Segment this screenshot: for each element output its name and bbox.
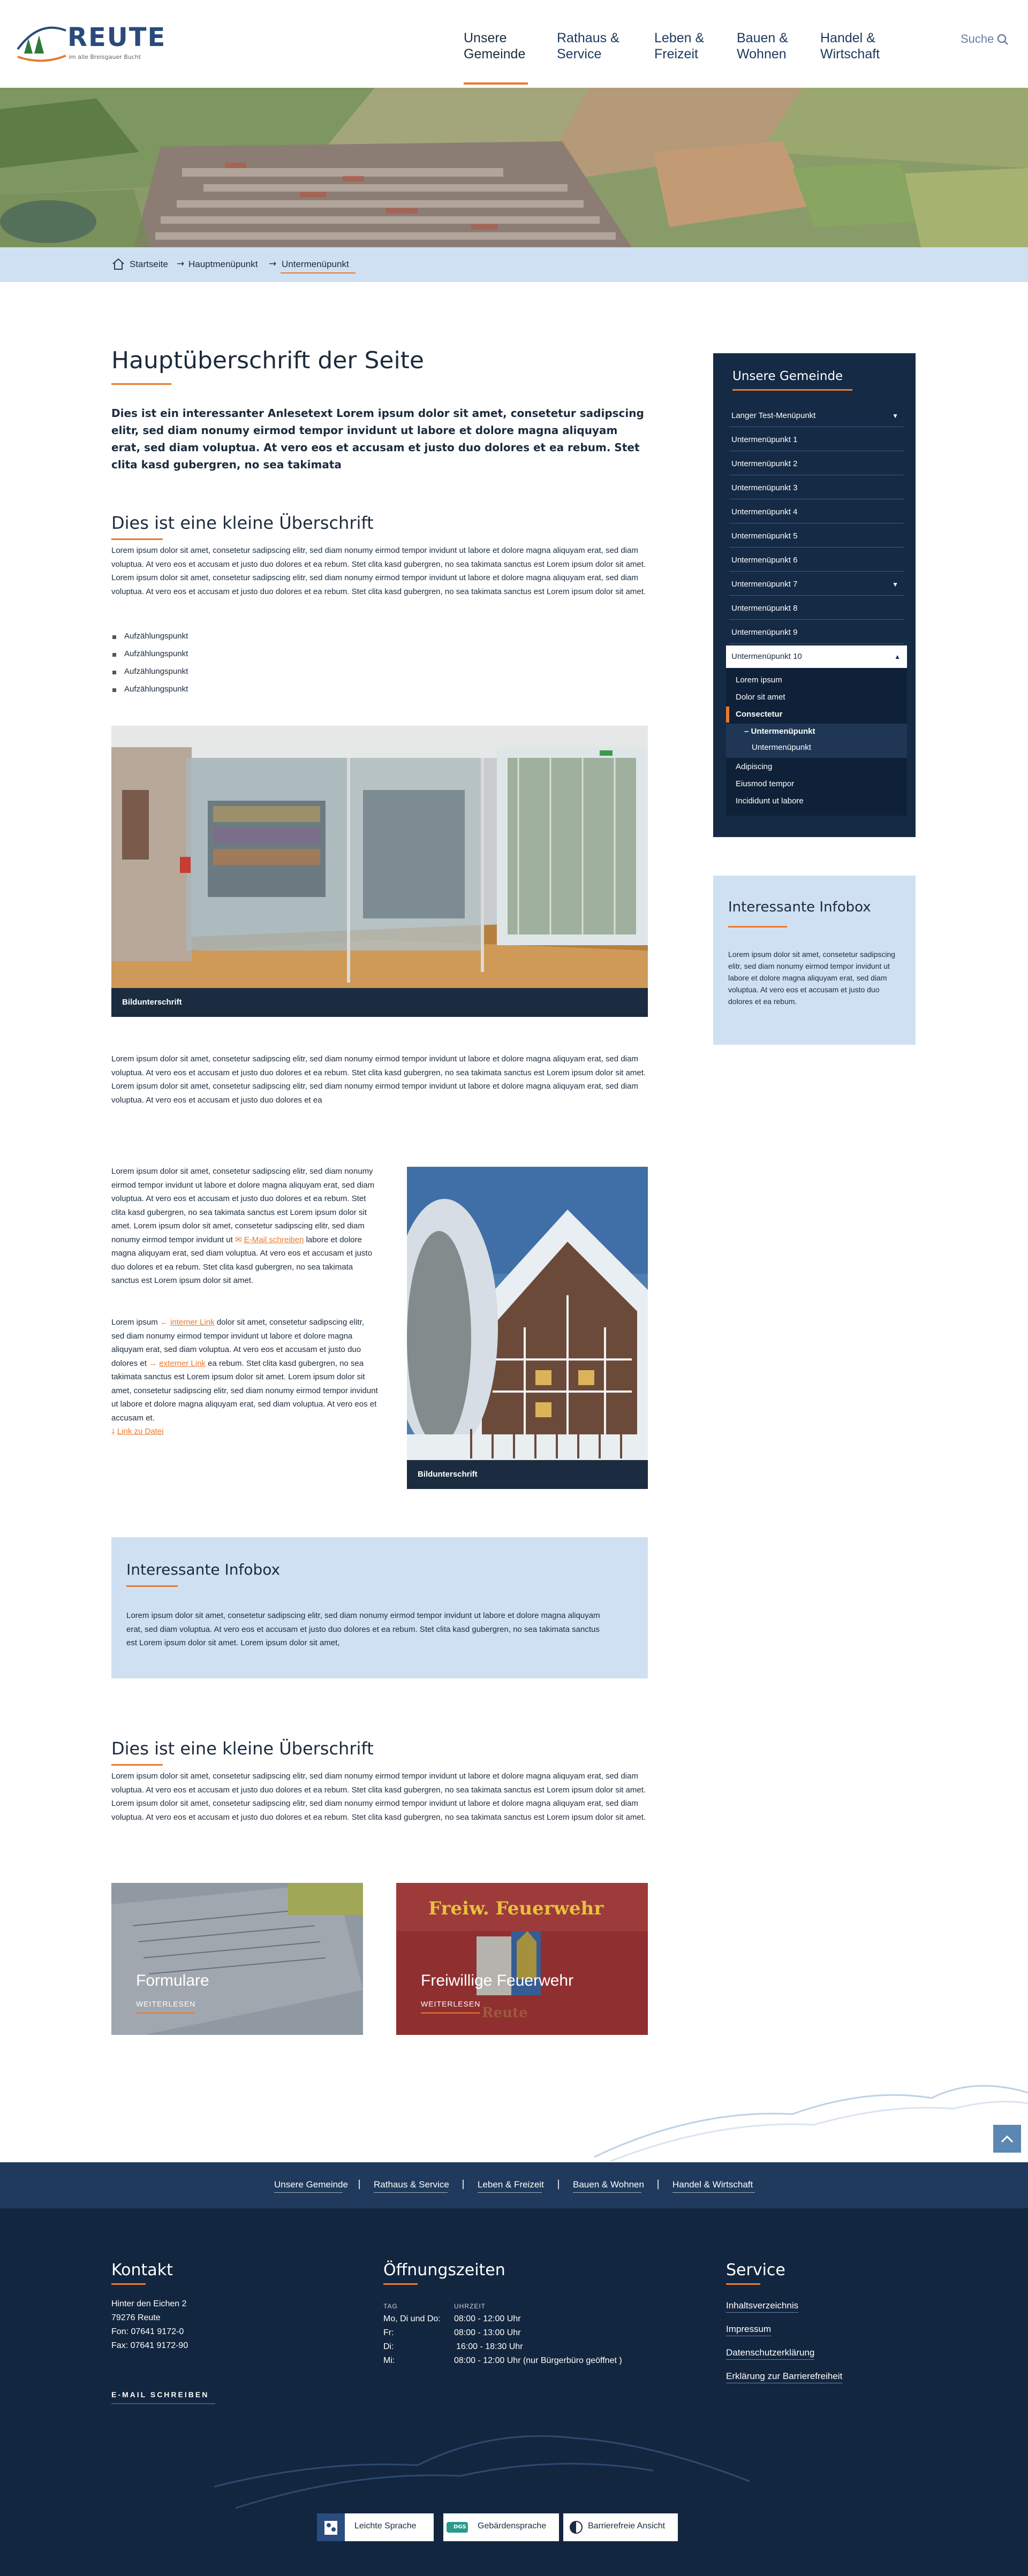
submenu-nested-item[interactable]: Untermenüpunkt [752, 743, 811, 752]
breadcrumb-separator: → [177, 259, 185, 269]
submenu-nested-item-active[interactable]: – Untermenüpunkt [744, 727, 815, 736]
footer-nav-item[interactable]: Unsere Gemeinde [274, 2179, 348, 2190]
section-heading: Dies ist eine kleine Überschrift [111, 513, 374, 533]
contact-line: Fon: 07641 9172-0 [111, 2327, 184, 2336]
search-label[interactable]: Suche [961, 32, 994, 45]
search-icon[interactable] [997, 34, 1009, 45]
submenu-item[interactable]: Eiusmod tempor [736, 779, 795, 788]
nav-active-indicator [464, 82, 528, 85]
sidebar-item-label: Untermenüpunkt 7 [731, 580, 798, 589]
list-item: Aufzählungspunkt [124, 632, 188, 641]
sidebar-item[interactable] [729, 501, 904, 523]
heading-underline [111, 538, 163, 540]
sidebar-item[interactable] [729, 453, 904, 475]
submenu-item[interactable]: Lorem ipsum [736, 675, 782, 685]
sidebar-item[interactable] [729, 429, 904, 451]
submenu-item[interactable]: Adipiscing [736, 762, 773, 771]
sidebar-item-label: Untermenüpunkt 3 [731, 483, 798, 492]
paragraph-text: dolor sit amet, consetetur sadipscing elitr, sed diam nonumy eirmod tempor invidunt ut labore et dolore magna aliquyam erat, sed diam voluptua. At vero eos et accusam et justo duo dolores et [111, 1318, 364, 1368]
accessible-view-button[interactable] [563, 2513, 678, 2541]
footer-nav-separator: | [358, 2178, 361, 2190]
hours-header-day: TAG [383, 2303, 398, 2310]
hills-decoration-icon [589, 2045, 1028, 2162]
footer-nav-underline [573, 2192, 641, 2193]
footer-heading-underline [383, 2283, 418, 2285]
sign-language-icon [443, 2513, 471, 2541]
winter-house-photo [407, 1167, 648, 1489]
button-label: Barrierefreie Ansicht [588, 2521, 666, 2531]
infobox-title: Interessante Infobox [728, 899, 871, 915]
footer-service-title: Service [726, 2261, 785, 2279]
site-header [0, 0, 1028, 88]
hours-day: Fr: [383, 2328, 394, 2337]
sidebar-item-label: Untermenüpunkt 2 [731, 459, 798, 468]
fire-brigade-banner-sub: Reute [482, 2005, 528, 2021]
footer-nav-item[interactable]: Handel & Wirtschaft [672, 2179, 753, 2190]
submenu-item[interactable]: Incididunt ut labore [736, 796, 804, 806]
email-button[interactable]: E-MAIL SCHREIBEN [111, 2390, 209, 2399]
footer-hours-title: Öffnungszeiten [383, 2261, 505, 2279]
hours-day: Mo, Di und Do: [383, 2314, 441, 2323]
footer-heading-underline [726, 2283, 760, 2285]
infobox-underline [126, 1585, 178, 1587]
footer-nav-separator: | [656, 2178, 660, 2190]
bullet-dot [112, 653, 116, 657]
sidebar-title: Unsere Gemeinde [732, 369, 843, 383]
contact-line: Fax: 07641 9172-90 [111, 2341, 188, 2350]
paragraph-text: labore et dolore magna aliquyam erat, sed diam voluptua. At vero eos et accusam et justo duo dolores et ea rebum. Stet clita kasd gubergren, no sea takimata sanctus est Lorem ipsum dolor sit amet. [111, 1235, 372, 1285]
sidebar-item[interactable] [729, 405, 904, 427]
title-underline [111, 383, 171, 385]
sidebar-item-label: Untermenüpunkt 5 [731, 531, 798, 541]
sidebar-item[interactable] [729, 549, 904, 572]
logo-name: REUTE [67, 22, 167, 52]
bullet-dot [112, 688, 116, 692]
footer-nav-underline [374, 2192, 448, 2193]
file-link[interactable]: Link zu Datei [117, 1427, 164, 1436]
infobox-text: Lorem ipsum dolor sit amet, consetetur sadipscing elitr, sed diam nonumy eirmod tempor invidunt ut labore et dolore magna aliquyam erat, sed diam voluptua. At vero eos et accusam et justo duo dolores et ea rebum. [728, 950, 896, 1006]
sidebar-item[interactable] [729, 597, 904, 620]
active-indicator [726, 706, 729, 723]
chevron-up-icon [993, 2125, 1021, 2153]
sidebar-item[interactable] [729, 573, 904, 596]
teaser-readmore[interactable]: WEITERLESEN [136, 2000, 196, 2008]
footer-contact-title: Kontakt [111, 2261, 173, 2279]
breadcrumb-separator: → [269, 259, 277, 269]
easy-language-icon [317, 2513, 345, 2541]
sidebar-item-label: Untermenüpunkt 9 [731, 628, 798, 637]
footer-nav-separator: | [462, 2178, 465, 2190]
service-link[interactable]: Inhaltsverzeichnis [726, 2300, 798, 2313]
list-item: Aufzählungspunkt [124, 667, 188, 676]
contact-line: 79276 Reute [111, 2313, 161, 2322]
caret-down-icon[interactable]: ▼ [892, 412, 898, 420]
footer-nav-separator: | [557, 2178, 561, 2190]
lead-text: Dies ist ein interessanter Anlesetext Lorem ipsum dolor sit amet, consetetur sadipscing elitr, sed diam nonumy eirmod tempor invidunt ut labore et dolore magna aliquyam erat, sed diam voluptua. At vero eos et accusam et justo duo dolores et ea rebum. Stet clita kasd gubergren, no sea takimata [111, 407, 644, 471]
sidebar-item[interactable] [729, 525, 904, 548]
service-link[interactable]: Impressum [726, 2324, 771, 2336]
hours-header-time: UHRZEIT [454, 2303, 486, 2310]
email-link[interactable]: E-Mail schreiben [244, 1235, 304, 1244]
footer-nav-underline [274, 2192, 343, 2193]
footer-navigation [0, 2162, 1028, 2208]
body-paragraph: Lorem ipsum dolor sit amet, consetetur sadipscing elitr, sed diam nonumy eirmod tempor invidunt ut labore et dolore magna aliquyam erat, sed diam voluptua. At vero eos et accusam et justo duo dolores et ea rebum. Stet clita kasd gubergren, no sea takimata sanctus est Lorem ipsum dolor sit amet. Lorem ipsum dolor sit amet, consetetur sadipscing elitr, sed diam nonumy eirmod tempor invidunt ut labore et dolore magna aliquyam erat, sed diam voluptua. At vero eos et accusam et justo duo dolores et ea [111, 1054, 646, 1105]
breadcrumb-main[interactable]: Hauptmenüpunkt [188, 259, 258, 269]
list-item: Aufzählungspunkt [124, 649, 188, 658]
nav-handel-wirtschaft[interactable]: Handel & Wirtschaft [820, 31, 880, 62]
logo[interactable] [15, 12, 167, 65]
teaser-title: Freiwillige Feuerwehr [421, 1972, 574, 1989]
footer-nav-underline [478, 2192, 542, 2193]
teaser-underline [136, 2012, 195, 2013]
sidebar-item[interactable] [729, 621, 904, 644]
caret-down-icon[interactable]: ▼ [892, 581, 898, 588]
infobox-text: Lorem ipsum dolor sit amet, consetetur sadipscing elitr, sed diam nonumy eirmod tempor invidunt ut labore et dolore magna aliquyam erat, sed diam voluptua. At vero eos et accusam et justo duo dolores et ea rebum. Stet clita kasd gubergren, no sea takimata sanctus est Lorem ipsum dolor sit amet. Lorem ipsum dolor sit amet, [126, 1611, 600, 1647]
teaser-underline [421, 2012, 480, 2013]
interior-image [111, 726, 648, 1017]
submenu-item-active[interactable]: Consectetur [736, 710, 783, 719]
logo-mark-icon [15, 12, 74, 65]
caret-up-icon[interactable]: ▲ [894, 653, 901, 660]
footer-heading-underline [111, 2283, 146, 2285]
back-to-top-button[interactable] [993, 2125, 1021, 2153]
sidebar-infobox [713, 876, 916, 1045]
footer-nav-item[interactable]: Leben & Freizeit [478, 2179, 544, 2190]
body-paragraph [111, 1165, 379, 1288]
sidebar-item[interactable] [729, 477, 904, 499]
breadcrumb-active-underline [281, 272, 356, 273]
teaser-title: Formulare [136, 1972, 209, 1989]
submenu-item[interactable]: Dolor sit amet [736, 693, 785, 702]
infobox-title: Interessante Infobox [126, 1561, 281, 1578]
fire-brigade-banner: Freiw. Feuerwehr [428, 1898, 604, 1919]
teaser-card-fire-brigade[interactable] [396, 1883, 648, 2035]
sidebar-item-label: Untermenüpunkt 10 [731, 652, 802, 661]
list-item: Aufzählungspunkt [124, 685, 188, 694]
button-label: Gebärdensprache [478, 2521, 547, 2531]
teaser-readmore[interactable]: WEITERLESEN [421, 2000, 481, 2008]
email-icon: ✉ [235, 1235, 242, 1244]
body-paragraph: Lorem ipsum dolor sit amet, consetetur sadipscing elitr, sed diam nonumy eirmod tempor invidunt ut labore et dolore magna aliquyam erat, sed diam voluptua. At vero eos et accusam et justo duo dolores et ea rebum. Stet clita kasd gubergren, no sea takimata sanctus est Lorem ipsum dolor sit amet. Lorem ipsum dolor sit amet, consetetur sadipscing elitr, sed diam nonumy eirmod tempor invidunt ut labore et dolore magna aliquyam erat, sed diam voluptua. At vero eos et accusam et justo duo dolores et ea rebum. Stet clita kasd gubergren, no sea takimata sanctus est Lorem ipsum dolor sit amet. [111, 546, 646, 596]
sidebar-item-expanded[interactable] [726, 645, 907, 668]
arrow-left-icon: ← [160, 1318, 168, 1327]
contact-line: Hinter den Eichen 2 [111, 2299, 187, 2308]
sidebar-navigation [713, 353, 916, 837]
aerial-village-image [0, 88, 1028, 247]
nav-leben-freizeit[interactable]: Leben & Freizeit [654, 31, 705, 62]
sign-language-button[interactable] [443, 2513, 559, 2541]
section-heading: Dies ist eine kleine Überschrift [111, 1738, 374, 1759]
contrast-icon [563, 2513, 591, 2541]
breadcrumb-home[interactable]: Startseite [130, 259, 168, 269]
snow-house-image [407, 1167, 648, 1489]
home-icon[interactable] [111, 257, 125, 271]
sidebar-item-label: Untermenüpunkt 6 [731, 556, 798, 565]
heading-underline [111, 1764, 163, 1766]
footer-nav-item[interactable]: Bauen & Wohnen [573, 2179, 644, 2190]
teaser-card-forms[interactable] [111, 1883, 363, 2035]
service-link[interactable]: Erklärung zur Barrierefreiheit [726, 2371, 842, 2383]
sidebar-item-label: Untermenüpunkt 4 [731, 507, 798, 516]
paragraph-text: ea rebum. Stet clita kasd gubergren, no sea takimata sanctus est Lorem ipsum dolor sit amet. Lorem ipsum dolor sit amet, consetetur sadipscing elitr, sed diam nonumy eirmod tempor invidunt ut labore et dolore magna aliquyam erat, sed diam voluptua. At vero eos et accusam et. [111, 1358, 378, 1423]
arrow-right-icon: → [149, 1358, 157, 1368]
service-link[interactable]: Datenschutzerklärung [726, 2347, 814, 2360]
external-link[interactable]: externer Link [159, 1358, 206, 1368]
body-paragraph [111, 1316, 379, 1439]
hero-image [0, 88, 1028, 247]
nav-unsere-gemeinde[interactable]: Unsere Gemeinde [464, 31, 526, 62]
logo-tagline: im alle Breisgauer Bucht [69, 54, 141, 60]
image-caption: Bildunterschrift [111, 988, 648, 1017]
nav-rathaus-service[interactable]: Rathaus & Service [557, 31, 619, 62]
hours-time: 16:00 - 18:30 Uhr [456, 2342, 523, 2351]
hours-time: 08:00 - 12:00 Uhr [454, 2314, 521, 2323]
hills-decoration-icon [214, 2406, 750, 2513]
hours-day: Di: [383, 2342, 394, 2351]
breadcrumb [0, 247, 1028, 282]
office-photo [111, 726, 648, 1017]
sidebar-item-label: Langer Test-Menüpunkt [731, 411, 816, 420]
easy-language-button[interactable] [317, 2513, 434, 2541]
hours-day: Mi: [383, 2356, 395, 2365]
sidebar-item-label: Untermenüpunkt 8 [731, 604, 798, 613]
infobox-underline [728, 926, 787, 928]
paragraph-text: Lorem ipsum [111, 1318, 158, 1327]
breadcrumb-current: Untermenüpunkt [282, 259, 349, 269]
infobox [111, 1537, 648, 1678]
bullet-dot [112, 635, 116, 639]
button-label: Leichte Sprache [354, 2521, 417, 2531]
nav-bauen-wohnen[interactable]: Bauen & Wohnen [737, 31, 788, 62]
image-caption: Bildunterschrift [407, 1460, 648, 1489]
bullet-dot [112, 671, 116, 674]
email-underline [111, 2403, 215, 2404]
dgs-badge: DGS [453, 2524, 466, 2530]
sidebar-title-underline [732, 389, 852, 391]
footer-nav-underline [672, 2192, 755, 2193]
sidebar-submenu [726, 668, 907, 816]
hours-time: 08:00 - 12:00 Uhr (nur Bürgerbüro geöffnet ) [454, 2356, 622, 2365]
paragraph-text: Lorem ipsum dolor sit amet, consetetur sadipscing elitr, sed diam nonumy eirmod tempor invidunt ut labore et dolore magna aliquyam erat, sed diam voluptua. At vero eos et accusam et justo duo dolores et ea rebum. Stet clita kasd gubergren, no sea takimata sanctus est Lorem ipsum dolor sit amet. Lorem ipsum dolor sit amet, consetetur sadipscing elitr, sed diam nonumy eirmod tempor invidunt ut [111, 1167, 375, 1244]
hours-time: 08:00 - 13:00 Uhr [454, 2328, 521, 2337]
footer-nav-item[interactable]: Rathaus & Service [374, 2179, 449, 2190]
file-icon: ⤓ [111, 1427, 115, 1436]
internal-link[interactable]: interner Link [170, 1318, 215, 1327]
site-footer [0, 2208, 1028, 2576]
sidebar-item-label: Untermenüpunkt 1 [731, 435, 798, 444]
body-paragraph: Lorem ipsum dolor sit amet, consetetur sadipscing elitr, sed diam nonumy eirmod tempor invidunt ut labore et dolore magna aliquyam erat, sed diam voluptua. At vero eos et accusam et justo duo dolores et ea rebum. Stet clita kasd gubergren, no sea takimata sanctus est Lorem ipsum dolor sit amet. Lorem ipsum dolor sit amet, consetetur sadipscing elitr, sed diam nonumy eirmod tempor invidunt ut labore et dolore magna aliquyam erat, sed diam voluptua. At vero eos et accusam et justo duo dolores et ea rebum. Stet clita kasd gubergren, no sea takimata sanctus est Lorem ipsum dolor sit amet. [111, 1772, 646, 1822]
page-title: Hauptüberschrift der Seite [111, 347, 424, 374]
